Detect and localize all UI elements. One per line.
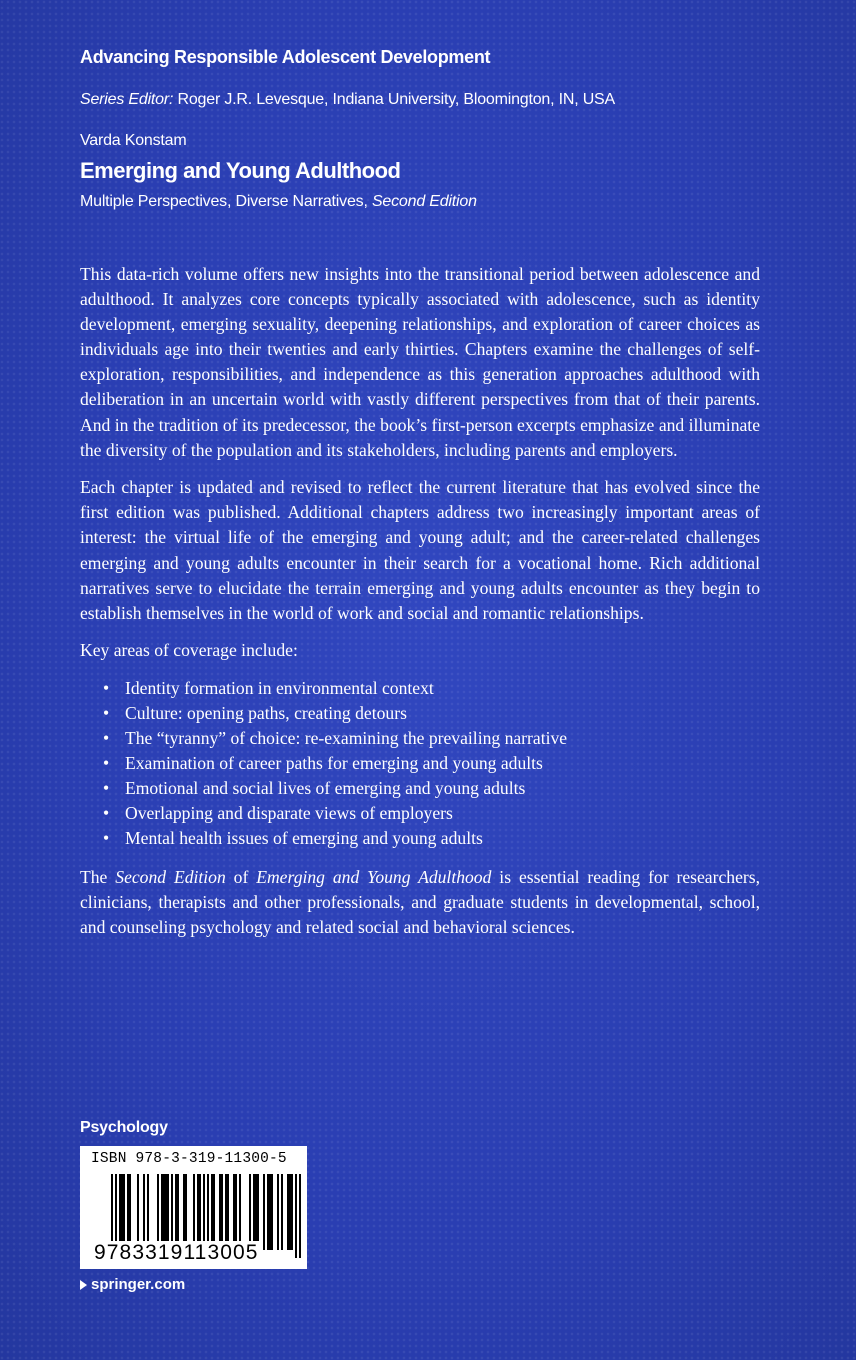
barcode-bar [225,1174,227,1250]
barcode-bar [129,1174,131,1250]
barcode-number: 9783319113005 [94,1241,259,1264]
book-title: Emerging and Young Adulthood [80,158,401,183]
closing-prefix: The [80,866,116,887]
barcode-bar [213,1174,215,1250]
barcode-bar [127,1174,129,1250]
barcode-bar [277,1174,279,1250]
barcode-bar [255,1174,257,1250]
list-item [80,826,760,851]
bullet-icon: • [103,778,110,799]
series-editor-label: Series Editor: [80,91,174,108]
barcode-bar [183,1174,185,1250]
barcode-bar [185,1174,187,1250]
closing-paragraph [80,865,760,940]
barcode-bar [211,1174,213,1250]
publisher-link[interactable] [80,1276,185,1293]
barcode-bar [299,1174,301,1258]
barcode-bar [199,1174,201,1250]
author-name: Varda Konstam [80,132,187,149]
description-paragraph-2: Each chapter is updated and revised to reflect the current literature that has evolved since the first edition was published. Additional chapters address two increasingly important areas of interest: the virtual life of the emerging and young adult; and the career-related challenges emerging and young adults encounter in their search for a vocational home. Rich additional narratives serve to elucidate the terrain emerging and young adults encounter as they begin to establish themselves in the world of work and social and romantic relationships. [80,477,760,623]
barcode-bar [221,1174,223,1250]
barcode-bar [193,1174,195,1250]
barcode-bar [157,1174,159,1250]
barcode-bar [161,1174,163,1250]
barcode-bar [147,1174,149,1250]
barcode-bar [175,1174,177,1250]
barcode-bar [271,1174,273,1250]
list-item-text: Mental health issues of emerging and young adults [125,828,483,849]
barcode-bar [295,1174,297,1258]
barcode-bar [143,1174,145,1250]
barcode-bar [171,1174,173,1250]
barcode-bar [123,1174,125,1250]
list-item-text: Emotional and social lives of emerging and young adults [125,778,526,799]
key-areas-intro: Key areas of coverage include: [80,640,298,661]
series-title: Advancing Responsible Adolescent Development [80,47,491,67]
barcode-bar [165,1174,167,1250]
barcode-bar [257,1174,259,1250]
barcode-bar [177,1174,179,1250]
barcode-bar [119,1174,121,1250]
barcode-bar [267,1174,269,1250]
barcode-bar [233,1174,235,1250]
barcode-bar [163,1174,165,1250]
list-item-text: Culture: opening paths, creating detours [125,703,407,723]
barcode-panel [80,1146,307,1269]
barcode-bar [235,1174,237,1250]
barcode-bar [249,1174,251,1250]
bullet-icon: • [103,753,110,774]
barcode-bar [121,1174,123,1250]
barcode-bar [263,1174,265,1250]
description-body [80,262,760,952]
closing-title: Emerging and Young Adulthood [256,866,492,887]
closing-of: of [225,866,257,887]
list-item [80,701,760,726]
list-item-text: Overlapping and disparate views of employers [125,803,453,824]
publisher-url: springer.com [91,1276,186,1293]
list-item [80,751,760,776]
list-item [80,776,760,801]
barcode-bar [289,1174,291,1250]
isbn-label: ISBN 978-3-319-11300-5 [91,1151,287,1167]
bullet-icon: • [103,728,110,749]
play-arrow-icon [80,1280,87,1290]
bullet-icon: • [103,803,110,824]
list-item-text: Identity formation in environmental context [125,677,434,698]
list-item-text: Examination of career paths for emerging and young adults [125,753,543,774]
series-editor-name: Roger J.R. Levesque, Indiana University, Bloomington, IN, USA [177,91,615,108]
series-editor [80,91,615,109]
barcode-bar [239,1174,241,1250]
bullet-icon: • [103,677,110,698]
list-item [80,726,760,751]
subtitle-text: Multiple Perspectives, Diverse Narratives, [80,193,368,210]
closing-edition: Second Edition [115,866,226,887]
bullet-icon: • [103,828,110,849]
bullet-icon: • [103,703,110,723]
barcode-bar [167,1174,169,1250]
barcode-bar [291,1174,293,1250]
key-areas-list [80,676,760,852]
book-subtitle [80,193,477,211]
barcode-bar [197,1174,199,1250]
barcode-bar [253,1174,255,1250]
list-item [80,801,760,826]
barcode-bar [219,1174,221,1250]
subject-category: Psychology [80,1119,168,1136]
barcode-bar [287,1174,289,1250]
closing-rest: is essential reading for researchers, clinicians, therapists and other professionals, and graduate students in developmental, school, and counseling psychology and related social and behavioral sciences. [80,866,760,937]
barcode-bar [281,1174,283,1250]
edition-text: Second Edition [371,193,477,210]
barcode-bar [227,1174,229,1250]
list-item-text: The “tyranny” of choice: re-examining the prevailing narrative [125,728,568,749]
list-item [80,676,760,701]
description-paragraph-1: This data-rich volume offers new insights into the transitional period between adolescence and adulthood. It analyzes core concepts typically associated with adolescence, such as identity development, emerging sexuality, deepening relationships, and exploration of career choices as individuals age into their twenties and early thirties. Chapters examine the challenges of self-exploration, responsibilities, and independence as this generation approaches adulthood with deliberation in an uncertain world with vastly different perspectives from that of their parents. And in the tradition of its predecessor, the book’s first-person excerpts emphasize and illuminate the diversity of the population and its stakeholders, including parents and employers. [80,264,760,460]
barcode-bar [269,1174,271,1250]
barcode-bar [137,1174,139,1250]
